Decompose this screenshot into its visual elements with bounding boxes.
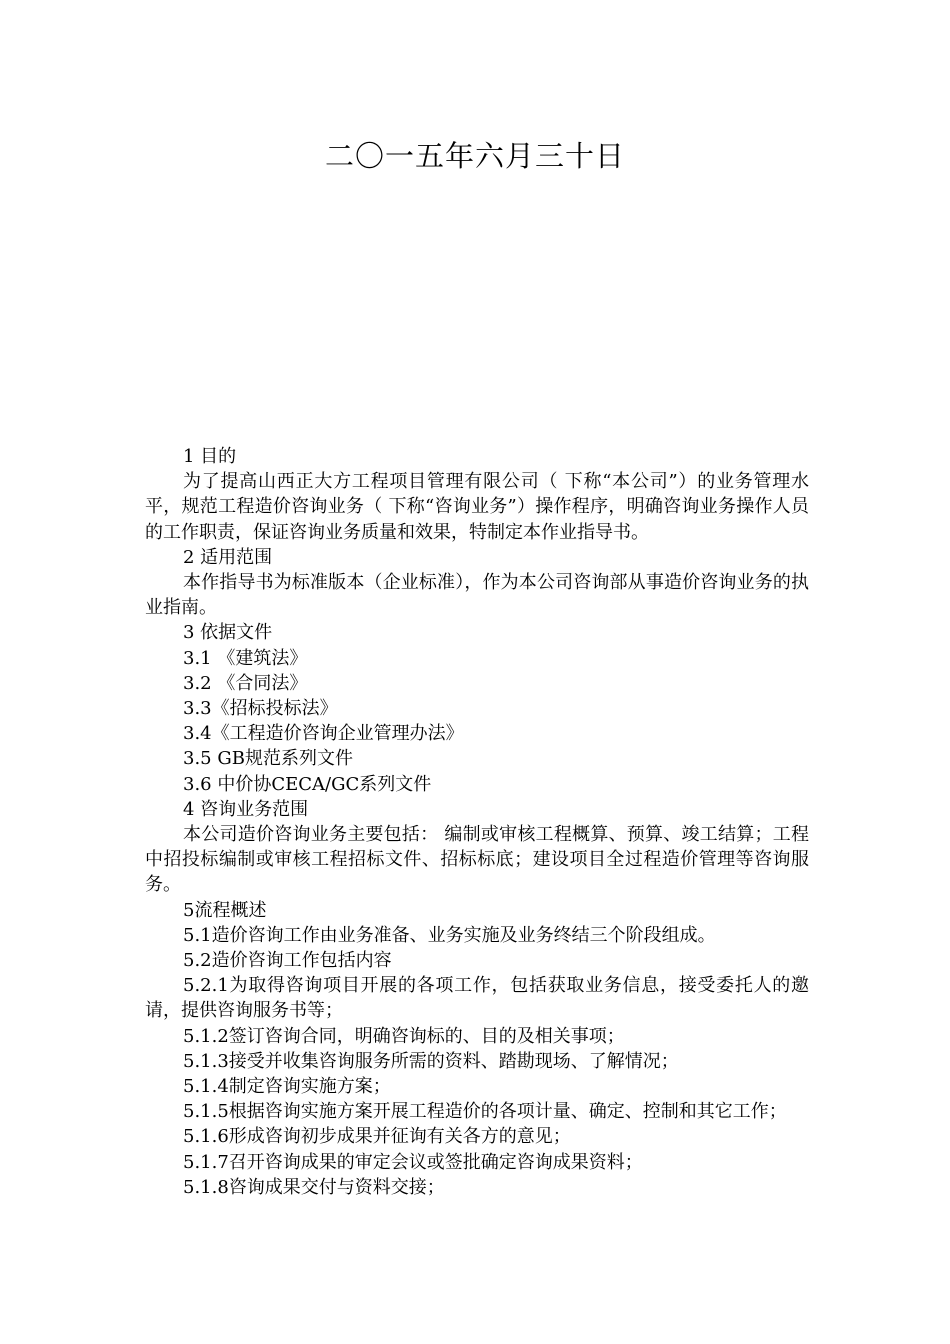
list-item: 3.3《招标投标法》 [183, 698, 338, 720]
document-date: 二〇一五年六月三十日 [324, 139, 625, 173]
list-item: 5.1.5根据咨询实施方案开展工程造价的各项计量、确定、控制和其它工作； [183, 1101, 787, 1123]
list-item: 3.6 中价协CECA/GC系列文件 [183, 773, 432, 795]
list-item: 5.1.7召开咨询成果的审定会议或签批确定咨询成果资料； [183, 1151, 643, 1173]
section-heading-3: 3 依据文件 [183, 622, 273, 644]
list-item: 5.1造价咨询工作由业务准备、业务实施及业务终结三个阶段组成。 [183, 924, 716, 946]
list-item: 5.1.4制定咨询实施方案； [183, 1076, 391, 1098]
list-item: 3.4《工程造价咨询企业管理办法》 [183, 723, 464, 745]
paragraph-purpose: 为了提高山西正大方工程项目管理有限公司（ 下称“本公司”）的业务管理水平，规范工程造价咨询业务（ 下称“咨询业务”）操作程序，明确咨询业务操作人员的工作职责，保证咨询业务质量和效果，特制定本作业指导书。 [145, 471, 809, 543]
section-heading-5: 5流程概述 [183, 899, 267, 921]
section-heading-4: 4 咨询业务范围 [183, 798, 309, 820]
paragraph-business-scope: 本公司造价咨询业务主要包括： 编制或审核工程概算、预算、竣工结算；工程中招投标编制或审核工程招标文件、招标标底；建设项目全过程造价管理等咨询服务。 [145, 824, 809, 896]
list-item: 3.1 《建筑法》 [183, 647, 308, 669]
paragraph-scope: 本作指导书为标准版本（企业标准），作为本公司咨询部从事造价咨询业务的执业指南。 [145, 572, 809, 619]
list-item: 5.2造价咨询工作包括内容 [183, 950, 392, 972]
list-item: 5.1.3接受并收集咨询服务所需的资料、踏勘现场、了解情况； [183, 1050, 679, 1072]
list-item: 3.2 《合同法》 [183, 672, 308, 694]
document-body [145, 444, 809, 1200]
section-heading-1: 1 目的 [183, 446, 237, 467]
list-item: 5.2.1为取得咨询项目开展的各项工作，包括获取业务信息，接受委托人的邀请，提供咨询服务书等； [145, 975, 809, 1022]
list-item: 5.1.8咨询成果交付与资料交接； [183, 1176, 445, 1198]
list-item: 3.5 GB规范系列文件 [183, 748, 353, 770]
list-item: 5.1.6形成咨询初步成果并征询有关各方的意见； [183, 1126, 571, 1148]
section-heading-2: 2 适用范围 [183, 546, 273, 568]
list-item: 5.1.2签订咨询合同，明确咨询标的、目的及相关事项； [183, 1025, 625, 1047]
